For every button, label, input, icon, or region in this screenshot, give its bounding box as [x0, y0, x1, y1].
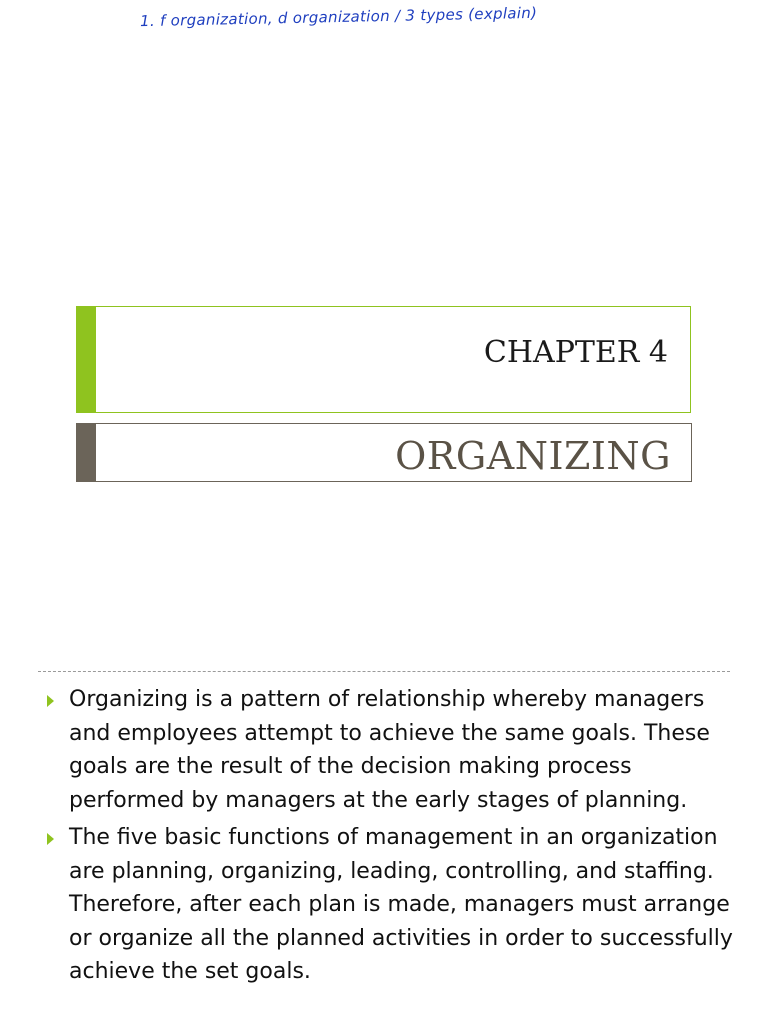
green-accent-bar	[77, 307, 96, 412]
list-item	[44, 821, 734, 989]
taupe-accent-bar	[77, 424, 96, 481]
chapter-title-card	[76, 306, 691, 413]
bullet-text: The five basic functions of management in an organization are planning, organizing, leading, controlling, and staffing. Therefore, after each plan is made, managers must arrange or organize all the planned activities in order to successfully achieve the set goals.	[69, 825, 733, 984]
bullet-text: Organizing is a pattern of relationship whereby managers and employees attempt to achieve the same goals. These goals are the result of the decision making process performed by managers at the early stages of planning.	[69, 687, 710, 813]
bullet-list	[44, 683, 734, 993]
triangle-bullet-icon	[47, 695, 54, 707]
list-item	[44, 683, 734, 817]
handwritten-annotation: 1. f organization, d organization / 3 types (explain)	[139, 3, 538, 31]
page-heading: ORGANIZING	[395, 434, 671, 478]
heading-card	[76, 423, 692, 482]
triangle-bullet-icon	[47, 833, 54, 845]
dashed-divider	[38, 671, 730, 672]
chapter-label: CHAPTER 4	[483, 335, 668, 370]
